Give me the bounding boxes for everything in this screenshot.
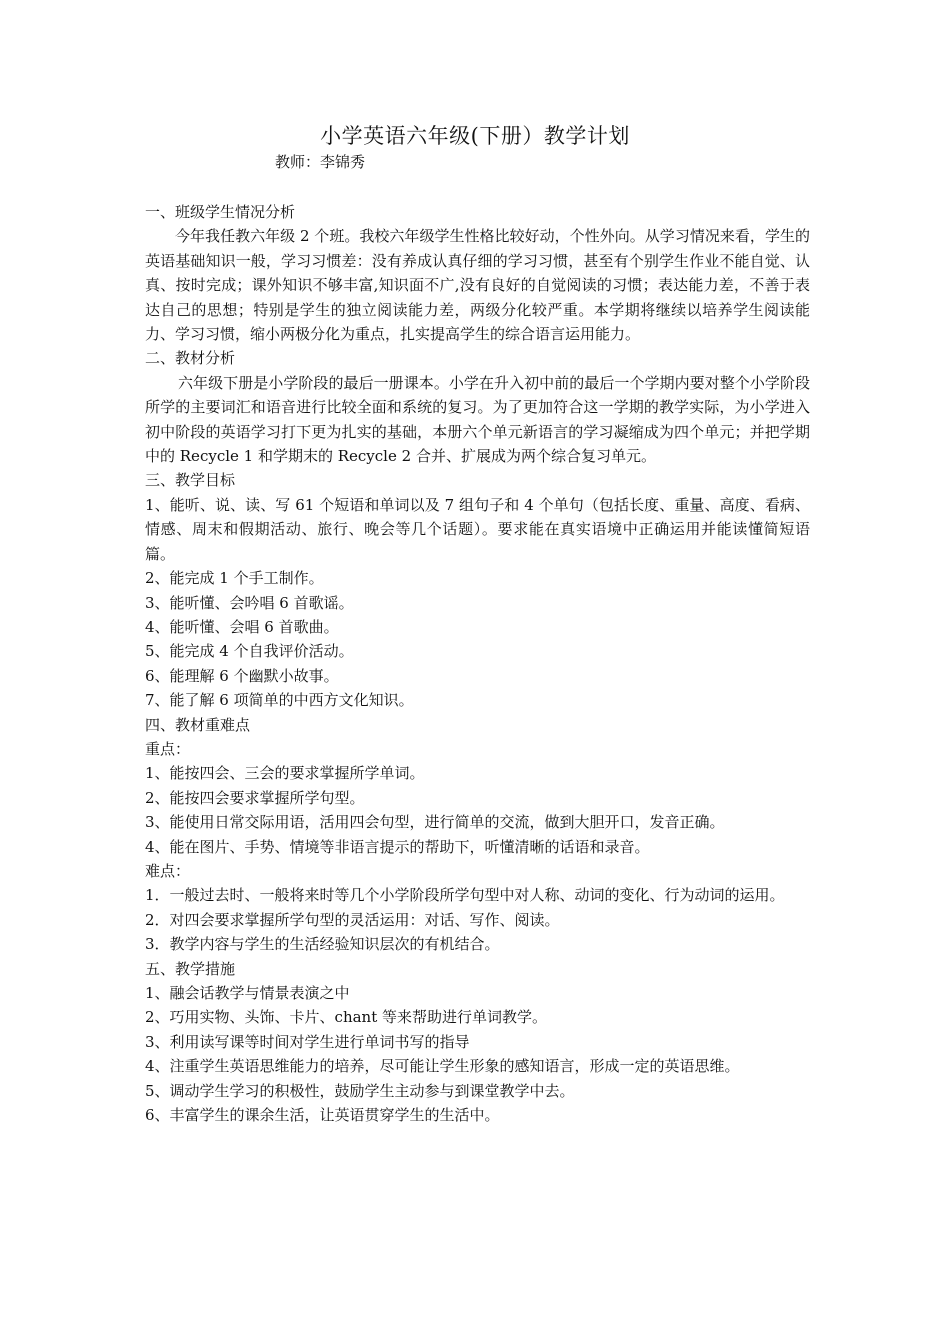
difficult-point-item: 1．一般过去时、一般将来时等几个小学阶段所学句型中对人称、动词的变化、行为动词的运用。: [145, 886, 785, 905]
key-point-item: 2、能按四会要求掌握所学句型。: [145, 788, 365, 807]
goal-item: 3、能听懂、会吟唱 6 首歌谣。: [145, 593, 354, 612]
document-title: 小学英语六年级(下册）教学计划: [320, 124, 630, 148]
difficult-points-label: 难点：: [145, 861, 191, 880]
measure-item: 6、丰富学生的课余生活，让英语贯穿学生的生活中。: [145, 1106, 500, 1125]
section-heading-teaching-goals: 三、教学目标: [145, 471, 236, 490]
key-point-item: 1、能按四会、三会的要求掌握所学单词。: [145, 764, 425, 783]
measure-item: 2、巧用实物、头饰、卡片、chant 等来帮助进行单词教学。: [145, 1008, 548, 1027]
key-points-label: 重点：: [145, 739, 191, 758]
key-point-item: 4、能在图片、手势、情境等非语言提示的帮助下，听懂清晰的话语和录音。: [145, 837, 650, 856]
section-heading-class-analysis: 一、班级学生情况分析: [145, 203, 296, 221]
section-heading-textbook-analysis: 二、教材分析: [145, 349, 236, 368]
class-analysis-paragraph: 今年我任教六年级 2 个班。我校六年级学生性格比较好动，个性外向。从学习情况来看，学生的英语基础知识一般，学习习惯差：没有养成认真仔细的学习习惯，甚至有个别学生作业不能自觉、认真、按时完成；课外知识不够丰富,知识面不广,没有良好的自觉阅读的习惯；表达能力差，不善于表达自己的思想；特别是学生的独立阅读能力差，两级分化较严重。本学期将继续以培养学生阅读能力、学习习惯，缩小两极分化为重点，扎实提高学生的综合语言运用能力。: [145, 227, 810, 344]
textbook-analysis-paragraph: 六年级下册是小学阶段的最后一册课本。小学在升入初中前的最后一个学期内要对整个小学阶段所学的主要词汇和语音进行比较全面和系统的复习。为了更加符合这一学期的教学实际，为小学进入初中阶段的英语学习打下更为扎实的基础，本册六个单元新语言的学习凝缩成为四个单元；并把学期中的 Recycle 1 和学期末的 Recycle 2 合并、扩展成为两个综合复习单元。: [145, 373, 810, 466]
document-body: [145, 200, 810, 1127]
goal-item: 1、能听、说、读、写 61 个短语和单词以及 7 组句子和 4 个单句（包括长度、重量、高度、看病、情感、周末和假期活动、旅行、晚会等几个话题）。要求能在真实语境中正确运用并能读懂简短语篇。: [145, 495, 810, 563]
measure-item: 4、注重学生英语思维能力的培养，尽可能让学生形象的感知语言，形成一定的英语思维。: [145, 1057, 740, 1076]
measure-item: 5、调动学生学习的积极性，鼓励学生主动参与到课堂教学中去。: [145, 1081, 575, 1100]
difficult-point-item: 2．对四会要求掌握所学句型的灵活运用：对话、写作、阅读。: [145, 910, 560, 929]
difficult-point-item: 3．教学内容与学生的生活经验知识层次的有机结合。: [145, 935, 500, 954]
goal-item: 6、能理解 6 个幽默小故事。: [145, 666, 339, 685]
measure-item: 3、利用读写课等时间对学生进行单词书写的指导: [145, 1032, 470, 1051]
teacher-name: 教师：李锦秀: [275, 153, 366, 171]
measure-item: 1、融会话教学与情景表演之中: [145, 984, 350, 1002]
key-point-item: 3、能使用日常交际用语，活用四会句型，进行简单的交流，做到大胆开口，发音正确。: [145, 813, 725, 832]
goal-item: 4、能听懂、会唱 6 首歌曲。: [145, 617, 339, 636]
section-heading-key-difficult-points: 四、教材重难点: [145, 715, 251, 734]
goal-item: 2、能完成 1 个手工制作。: [145, 569, 324, 588]
goal-item: 7、能了解 6 项简单的中西方文化知识。: [145, 691, 414, 710]
section-heading-teaching-measures: 五、教学措施: [145, 959, 236, 978]
goal-item: 5、能完成 4 个自我评价活动。: [145, 642, 354, 661]
